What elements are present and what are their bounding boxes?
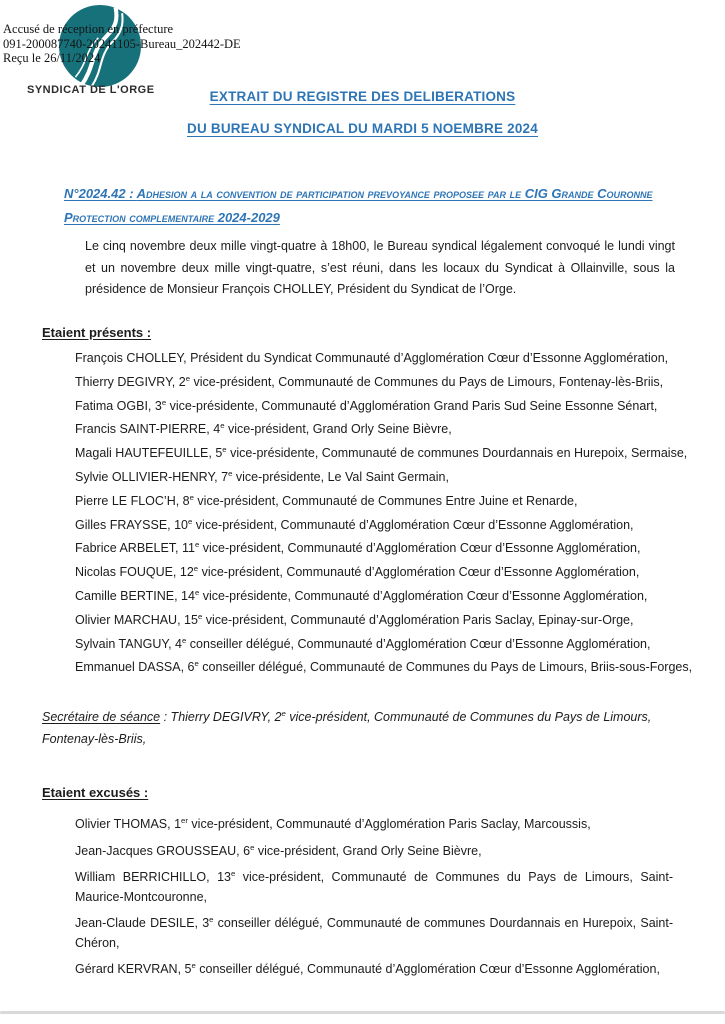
deliberation-subject-text: Adhesion a la convention de participation prevoyance proposee par le CIG Grande Couronne Protection complementaire 2024-2029 (64, 186, 653, 225)
excused-row (75, 914, 673, 953)
excused-row (75, 868, 673, 907)
ordinal-superscript: e (182, 635, 187, 645)
attendee-row (75, 418, 720, 442)
excused-heading: Etaient excusés : (42, 785, 149, 800)
ordinal-superscript: e (222, 445, 227, 455)
ordinal-superscript: e (228, 468, 233, 478)
attendee-text-before: Gilles FRAYSSE, 10 (75, 517, 189, 532)
ordinal-superscript: e (193, 564, 199, 574)
stamp-line-3: Reçu le 26/11/2024 (3, 51, 101, 65)
attendee-text-before: Sylvie OLLIVIER-HENRY, 7 (75, 469, 229, 484)
attendee-row (75, 442, 720, 466)
excused-text-after: vice-président, Communauté de Communes du Pays de Limours, Saint-Maurice-Montcouronne, (75, 870, 673, 904)
ordinal-superscript: e (230, 868, 236, 878)
attendee-text-before: Camille BERTINE, 14 (75, 588, 195, 603)
document-title-line-1: EXTRAIT DU REGISTRE DES DELIBERATIONS (209, 89, 516, 104)
attendee-row (75, 633, 720, 657)
attendee-text-after: vice-président, Grand Orly Seine Bièvre, (224, 422, 452, 437)
intro-paragraph: Le cinq novembre deux mille vingt-quatre à 18h00, le Bureau syndical légalement convoqué le lundi vingt et un novembre deux mille vingt-quatre, s’est réuni, dans les locaux du Syndicat à Ollainville, sous la présidence de Monsieur François CHOLLEY, Président du Syndicat de l’Orge. (85, 239, 675, 296)
secretary-text-after: vice-président, Communauté de Communes du Pays de Limours, Fontenay-lès-Briis, (42, 710, 652, 746)
attendee-row (75, 514, 720, 538)
excused-text-before: Jean-Jacques GROUSSEAU, 6 (75, 843, 251, 858)
attendee-text-before: Fatima OGBI, 3 (75, 398, 162, 413)
attendee-row (75, 656, 720, 680)
excused-text-after: vice-président, Communauté d’Agglomération Paris Saclay, Marcoussis, (187, 817, 591, 831)
attendee-row (75, 561, 720, 585)
ordinal-superscript: e (188, 516, 193, 526)
secretary-text-before: : Thierry DEGIVRY, 2 (160, 710, 282, 724)
ordinal-superscript: e (197, 611, 203, 621)
stamp-line-1: Accusé de réception en préfecture (3, 22, 174, 36)
attendee-text-after: vice-président, Communauté d’Agglomération Paris Saclay, Epinay-sur-Orge, (202, 612, 634, 627)
excused-text-before: Jean-Claude DESILE, 3 (75, 916, 210, 930)
ordinal-superscript: e (250, 842, 255, 852)
attendee-row (75, 585, 720, 609)
ordinal-superscript: e (191, 960, 196, 970)
attendee-text-after: vice-président, Communauté d’Agglomération Cœur d’Essonne Agglomération, (198, 565, 640, 580)
ordinal-superscript: e (194, 540, 200, 550)
excused-text-after: vice-président, Grand Orly Seine Bièvre, (254, 843, 482, 858)
attendee-text-after: vice-président, Communauté d’Agglomération Cœur d’Essonne Agglomération, (199, 541, 641, 556)
ordinal-superscript: e (185, 373, 190, 383)
attendee-text-before: Fabrice ARBELET, 11 (75, 541, 195, 556)
attendee-row (75, 371, 720, 395)
prefecture-stamp (3, 22, 241, 66)
deliberation-subject (64, 182, 668, 230)
ordinal-superscript: e (161, 397, 167, 407)
attendee-text-after: conseiller délégué, Communauté de Communes du Pays de Limours, Briis-sous-Forges, (198, 660, 693, 675)
attendee-text-before: Thierry DEGIVRY, 2 (75, 374, 186, 389)
excused-row (75, 842, 673, 862)
attendee-text-after: vice-présidente, Communauté d’Agglomération Cœur d’Essonne Agglomération, (199, 588, 648, 603)
excused-row (75, 815, 673, 835)
excused-text-before: William BERRICHILLO, 13 (75, 870, 231, 884)
attendee-text-before: François CHOLLEY, Président du Syndicat Communauté d’Agglomération Cœur d’Essonne Agglomération, (75, 351, 669, 365)
excused-text-before: Gérard KERVRAN, 5 (75, 962, 192, 976)
attendee-text-after: vice-présidente, Le Val Saint Germain, (232, 469, 449, 484)
excused-text-after: conseiller délégué, Communauté d’Agglomération Cœur d’Essonne Agglomération, (195, 962, 660, 976)
session-secretary (42, 706, 664, 750)
attendee-row (75, 537, 720, 561)
ordinal-superscript: e (194, 659, 199, 669)
attendee-text-after: conseiller délégué, Communauté d’Agglomération Cœur d’Essonne Agglomération, (186, 636, 651, 651)
attendee-text-after: vice-présidente, Communauté de communes Dourdannais en Hurepoix, Sermaise, (226, 446, 688, 461)
attendee-text-after: vice-président, Communauté de Communes Entre Juine et Renarde, (193, 493, 578, 508)
excused-text-before: Olivier THOMAS, 1 (75, 817, 182, 831)
attendee-text-before: Magali HAUTEFEUILLE, 5 (75, 446, 223, 461)
attendee-row (75, 395, 720, 419)
attendee-text-before: Nicolas FOUQUE, 12 (75, 565, 194, 580)
attendee-row (75, 466, 720, 490)
excused-row (75, 960, 673, 980)
organization-name: SYNDICAT DE L'ORGE (27, 84, 155, 96)
attendee-text-before: Olivier MARCHAU, 15 (75, 612, 198, 627)
attendee-text-after: vice-présidente, Communauté d’Agglomération Grand Paris Sud Seine Essonne Sénart, (166, 398, 658, 413)
attendee-text-before: Sylvain TANGUY, 4 (75, 636, 182, 651)
stamp-line-2: 091-200087740-20241105-Bureau_202442-DE (3, 36, 241, 51)
attendee-row (75, 609, 720, 633)
excused-list (75, 815, 673, 987)
secretary-label: Secrétaire de séance (42, 710, 161, 724)
ordinal-superscript: e (281, 708, 286, 718)
scan-edge-line (0, 1011, 725, 1014)
ordinal-superscript: e (220, 421, 225, 431)
attendee-text-after: vice-président, Communauté de Communes du Pays de Limours, Fontenay-lès-Briis, (190, 374, 664, 389)
ordinal-superscript: er (181, 815, 188, 825)
presents-heading: Etaient présents : (42, 325, 152, 340)
attendee-row (75, 347, 720, 371)
document-title-line-2: DU BUREAU SYNDICAL DU MARDI 5 NOEMBRE 2024 (187, 121, 538, 136)
ordinal-superscript: e (194, 587, 200, 597)
attendee-text-before: Francis SAINT-PIERRE, 4 (75, 422, 221, 437)
excused-text-after: conseiller délégué, Communauté de communes Dourdannais en Hurepoix, Saint-Chéron, (75, 916, 674, 950)
ordinal-superscript: e (189, 492, 194, 502)
deliberation-number: N°2024.42 : (64, 186, 137, 201)
attendee-text-after: vice-président, Communauté d’Agglomération Cœur d’Essonne Agglomération, (192, 517, 634, 532)
attendee-text-before: Emmanuel DASSA, 6 (75, 660, 195, 675)
attendee-text-before: Pierre LE FLOC’H, 8 (75, 493, 190, 508)
ordinal-superscript: e (209, 914, 214, 924)
attendees-list (75, 347, 720, 680)
attendee-row (75, 490, 720, 514)
